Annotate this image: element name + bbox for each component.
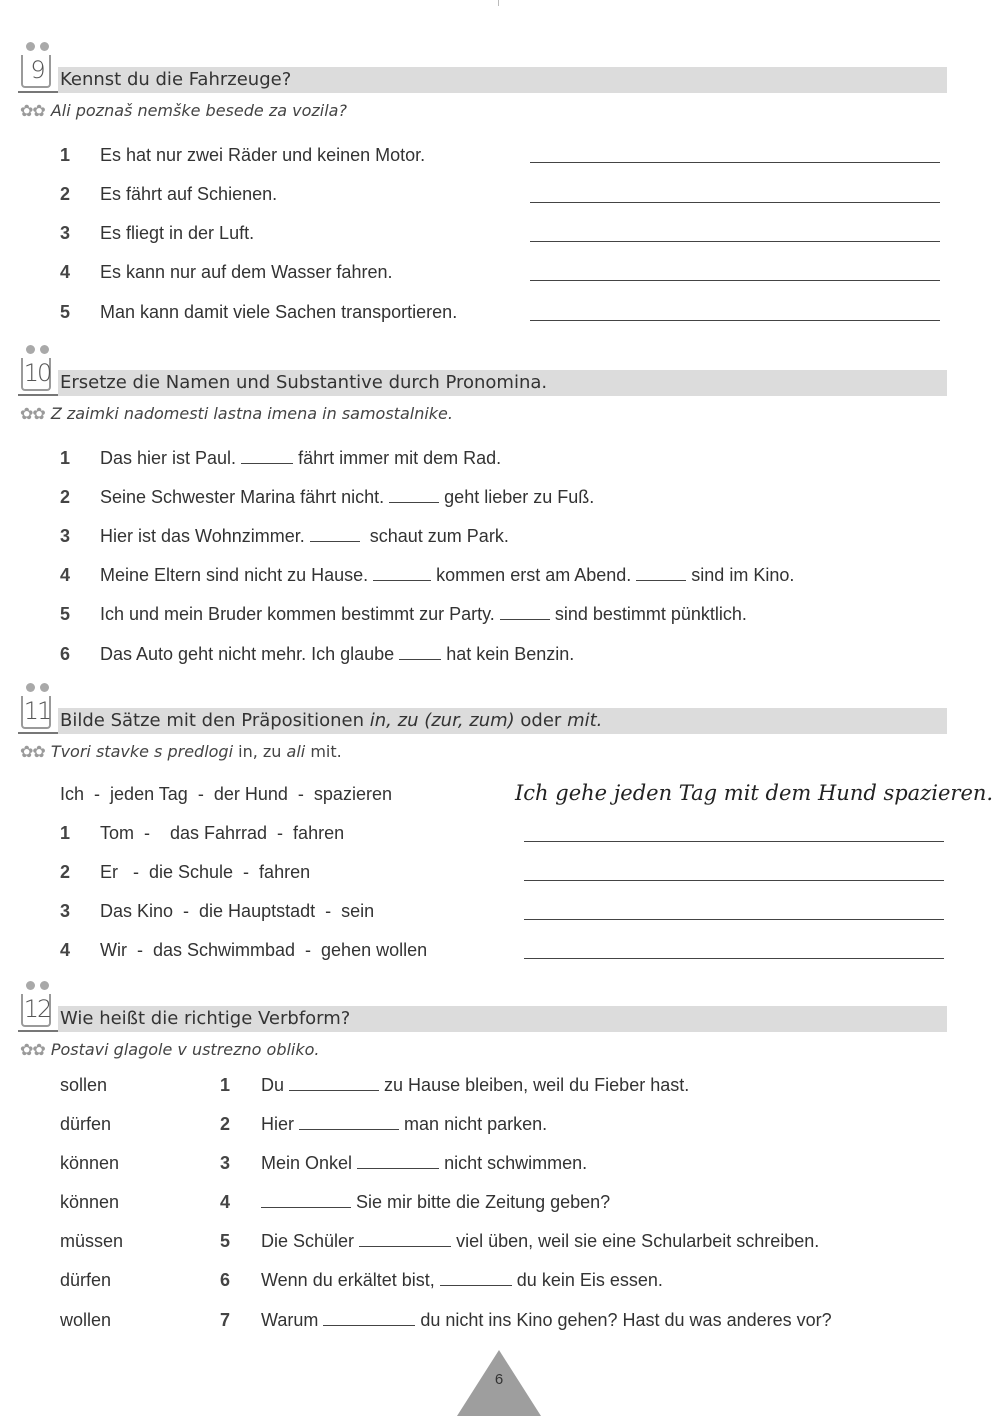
exercise-10-subtitle: ✿✿ Z zaimki nadomesti lastna imena in samostalnike. xyxy=(20,404,453,423)
blank-field[interactable] xyxy=(261,1193,351,1208)
answer-line[interactable] xyxy=(524,841,944,842)
blank-field[interactable] xyxy=(399,645,441,660)
exercise-9-title: Kennst du die Fahrzeuge? xyxy=(58,67,947,93)
exercise-12-underline xyxy=(18,1030,58,1032)
verb-label: dürfen xyxy=(60,1114,112,1134)
exercise-10-underline xyxy=(18,394,58,396)
answer-line[interactable] xyxy=(530,320,940,321)
exercise-12-subtitle: ✿✿ Postavi glagole v ustrezno obliko. xyxy=(20,1040,320,1059)
top-mark xyxy=(498,0,499,6)
flower-icon: ✿✿ xyxy=(20,404,45,423)
blank-field[interactable] xyxy=(323,1311,415,1326)
blank-field[interactable] xyxy=(373,566,431,581)
exercise-12-number: 12 xyxy=(23,995,51,1023)
answer-line[interactable] xyxy=(530,162,940,163)
verb-label: sollen xyxy=(60,1075,108,1095)
blank-field[interactable] xyxy=(357,1154,439,1169)
exercise-11-title: Bilde Sätze mit den Präpositionen in, zu (zur, zum) oder mit. xyxy=(58,708,947,734)
exercise-11-number: 11 xyxy=(23,697,51,725)
blank-field[interactable] xyxy=(636,566,686,581)
flower-icon: ✿✿ xyxy=(20,101,45,120)
exercise-10-number: 10 xyxy=(23,359,51,387)
blank-field[interactable] xyxy=(310,527,360,542)
exercise-11-icon xyxy=(18,683,58,729)
blank-field[interactable] xyxy=(299,1115,399,1130)
flower-icon: ✿✿ xyxy=(20,1040,45,1059)
verb-label: können xyxy=(60,1153,120,1173)
blank-field[interactable] xyxy=(389,488,439,503)
verb-label: wollen xyxy=(60,1310,112,1330)
answer-line[interactable] xyxy=(524,880,944,881)
exercise-12-icon xyxy=(18,981,58,1027)
exercise-9-subtitle: ✿✿ Ali poznaš nemške besede za vozila? xyxy=(20,101,347,120)
blank-field[interactable] xyxy=(440,1271,512,1286)
verb-label: dürfen xyxy=(60,1270,112,1290)
verb-label: müssen xyxy=(60,1231,124,1251)
exercise-10-icon xyxy=(18,345,58,391)
blank-field[interactable] xyxy=(359,1232,451,1247)
blank-field[interactable] xyxy=(241,449,293,464)
page-number: 6 xyxy=(494,1371,504,1388)
exercise-12-title: Wie heißt die richtige Verbform? xyxy=(58,1006,947,1032)
exercise-9-icon xyxy=(18,42,58,88)
exercise-11-subtitle: ✿✿ Tvori stavke s predlogi in, zu ali mit. xyxy=(20,742,342,761)
blank-field[interactable] xyxy=(500,605,550,620)
example-prompt: Ich - jeden Tag - der Hund - spazieren xyxy=(60,784,392,804)
verb-label: können xyxy=(60,1192,120,1212)
exercise-9-number: 9 xyxy=(30,56,44,84)
exercise-10-title: Ersetze die Namen und Substantive durch Pronomina. xyxy=(58,370,947,396)
answer-line[interactable] xyxy=(530,241,940,242)
exercise-11-underline xyxy=(18,732,58,734)
answer-line[interactable] xyxy=(524,958,944,959)
exercise-9-underline xyxy=(18,91,58,93)
answer-line[interactable] xyxy=(530,202,940,203)
blank-field[interactable] xyxy=(289,1076,379,1091)
example-answer: Ich gehe jeden Tag mit dem Hund spazieren. xyxy=(515,781,994,805)
answer-line[interactable] xyxy=(524,919,944,920)
flower-icon: ✿✿ xyxy=(20,742,45,761)
answer-line[interactable] xyxy=(530,280,940,281)
